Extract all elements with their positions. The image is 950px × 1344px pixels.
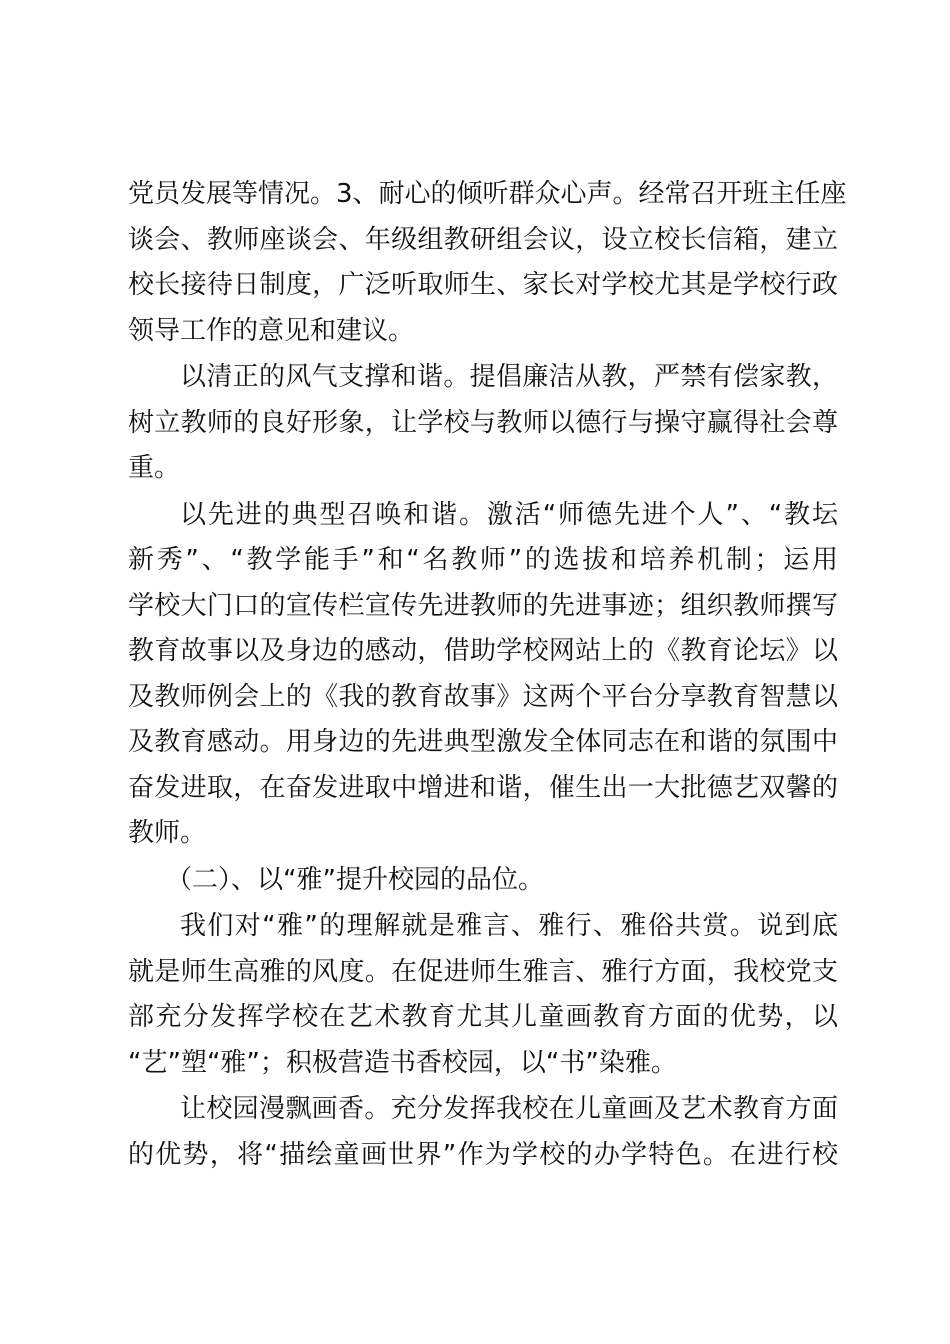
text-line: 及教育感动。用身边的先进典型激发全体同志在和谐的氛围中: [128, 727, 838, 757]
text-line: 校长接待日制度，广泛听取师生、家长对学校尤其是学校行政: [128, 270, 838, 300]
text-line: 教育故事以及身边的感动，借助学校网站上的《教育论坛》以: [128, 636, 838, 666]
text-line: 党员发展等情况。3、耐心的倾听群众心声。经常召开班主任座: [128, 179, 847, 209]
text-line: 谈会、教师座谈会、年级组教研组会议，设立校长信箱，建立: [128, 224, 838, 255]
text-line: “艺”塑“雅”；积极营造书香校园，以“书”染雅。: [128, 1047, 677, 1078]
text-line: 重。: [128, 453, 181, 483]
text-line: 树立教师的良好形象，让学校与教师以德行与操守赢得社会尊: [128, 407, 838, 438]
text-line: 让校园漫飘画香。充分发挥我校在儿童画及艺术教育方面: [180, 1094, 838, 1124]
text-line: 我们对“雅”的理解就是雅言、雅行、雅俗共赏。说到底: [180, 911, 838, 941]
text-line: 就是师生高雅的风度。在促进师生雅言、雅行方面，我校党支: [128, 956, 838, 987]
text-line: 学校大门口的宣传栏宣传先进教师的先进事迹；组织教师撰写: [128, 590, 838, 621]
text-line: 以先进的典型召唤和谐。激活“师德先进个人”、“教坛: [180, 499, 838, 530]
text-line: 新秀”、“教学能手”和“名教师”的选拔和培养机制；运用: [128, 545, 838, 575]
text-line: 教师。: [128, 818, 207, 848]
text-line: 的优势，将“描绘童画世界”作为学校的办学特色。在进行校: [128, 1139, 838, 1170]
body-text: [128, 172, 847, 1178]
text-line: 以清正的风气支撑和谐。提倡廉洁从教，严禁有偿家教，: [180, 362, 838, 392]
text-line: 奋发进取，在奋发进取中增进和谐，催生出一大批德艺双馨的: [128, 772, 838, 803]
section-heading: （二）、以“雅”提升校园的品位。: [166, 864, 544, 895]
text-line: 领导工作的意见和建议。: [128, 315, 415, 346]
text-line: 部充分发挥学校在艺术教育尤其儿童画教育方面的优势，以: [128, 1002, 838, 1032]
text-line: 及教师例会上的《我的教育故事》这两个平台分享教育智慧以: [128, 681, 838, 712]
